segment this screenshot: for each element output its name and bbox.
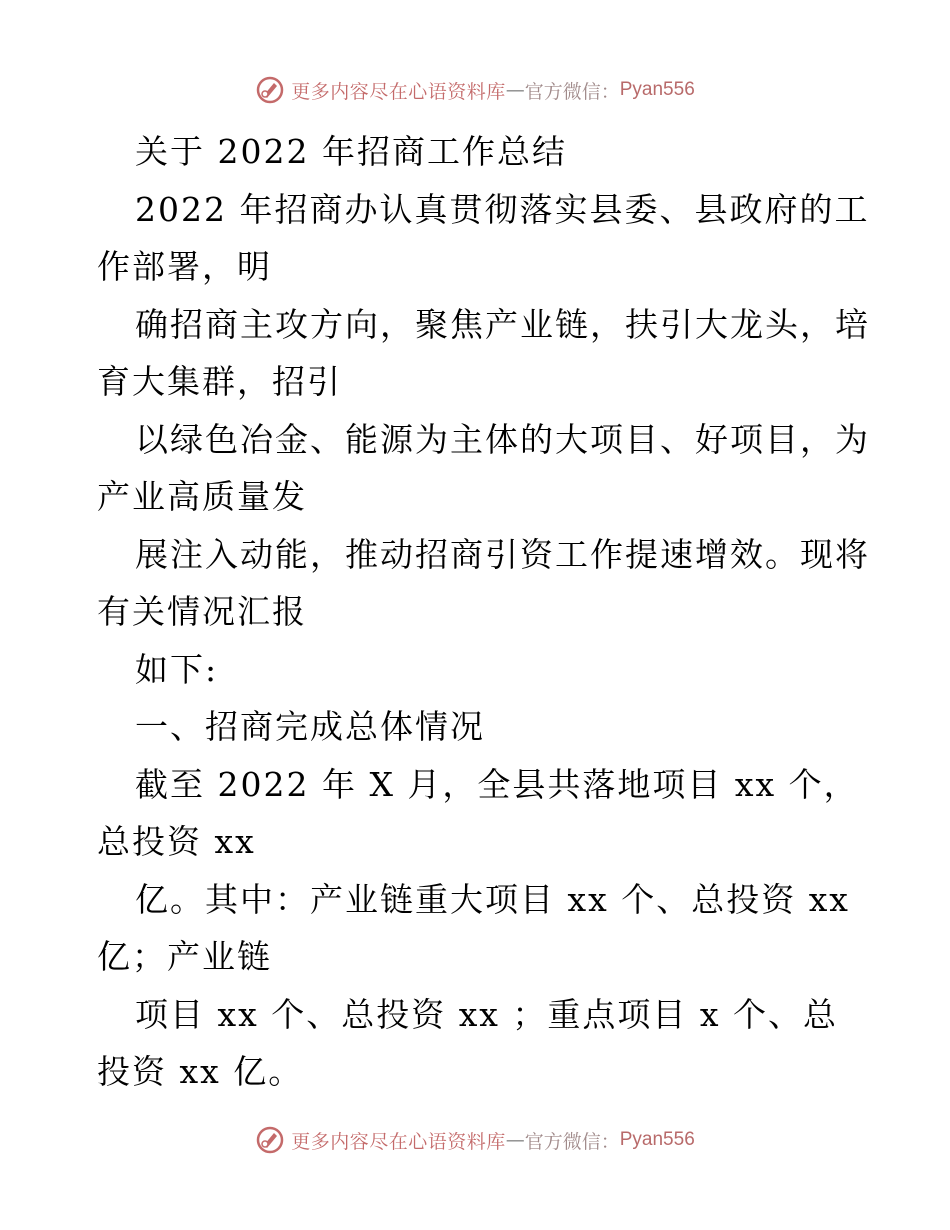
watermark-contact-label: 官方微信： (524, 1130, 620, 1153)
watermark-contact-label: 官方微信： (524, 80, 620, 103)
paragraph-line: 有关情况汇报 (97, 592, 307, 631)
brand-logo-icon (255, 1125, 285, 1155)
watermark-text: 更多内容尽在心语资料库 (291, 80, 506, 103)
paragraph-line: 2022 年招商办认真贯彻落实县委、县政府的工 (135, 189, 870, 229)
paragraph-line: 如下: (135, 649, 219, 689)
paragraph-line: 展注入动能，推动招商引资工作提速增效。现将 (135, 534, 870, 574)
watermark-banner-bottom (0, 1120, 950, 1160)
watermark-contact-id: Pyan556 (619, 1129, 695, 1150)
watermark-banner-top (0, 70, 950, 110)
watermark-separator: — (505, 1129, 525, 1151)
paragraph-line: 项目 xx 个、总投资 xx ；重点项目 x 个、总 (135, 994, 838, 1034)
document-body (97, 123, 870, 1101)
paragraph-line: 确招商主攻方向，聚焦产业链，扶引大龙头，培 (135, 304, 870, 344)
brand-logo-icon (255, 75, 285, 105)
paragraph-line: 作部署，明 (97, 247, 272, 286)
paragraph-line: 亿。其中：产业链重大项目 xx 个、总投资 xx (135, 879, 850, 919)
document-title: 关于 2022 年招商工作总结 (135, 132, 567, 171)
paragraph-line: 产业高质量发 (97, 477, 307, 516)
paragraph-line: 投资 xx 亿。 (97, 1052, 304, 1091)
paragraph-line: 育大集群，招引 (97, 362, 342, 401)
paragraph-line: 总投资 xx (97, 822, 256, 861)
section-heading: 一、招商完成总体情况 (135, 707, 485, 746)
watermark-contact-id: Pyan556 (619, 79, 695, 100)
paragraph-line: 截至 2022 年 X 月，全县共落地项目 xx 个， (135, 764, 859, 804)
paragraph-line: 亿；产业链 (97, 937, 272, 976)
watermark-separator: — (505, 79, 525, 101)
paragraph-line: 以绿色冶金、能源为主体的大项目、好项目，为 (135, 419, 870, 459)
watermark-text: 更多内容尽在心语资料库 (291, 1130, 506, 1153)
